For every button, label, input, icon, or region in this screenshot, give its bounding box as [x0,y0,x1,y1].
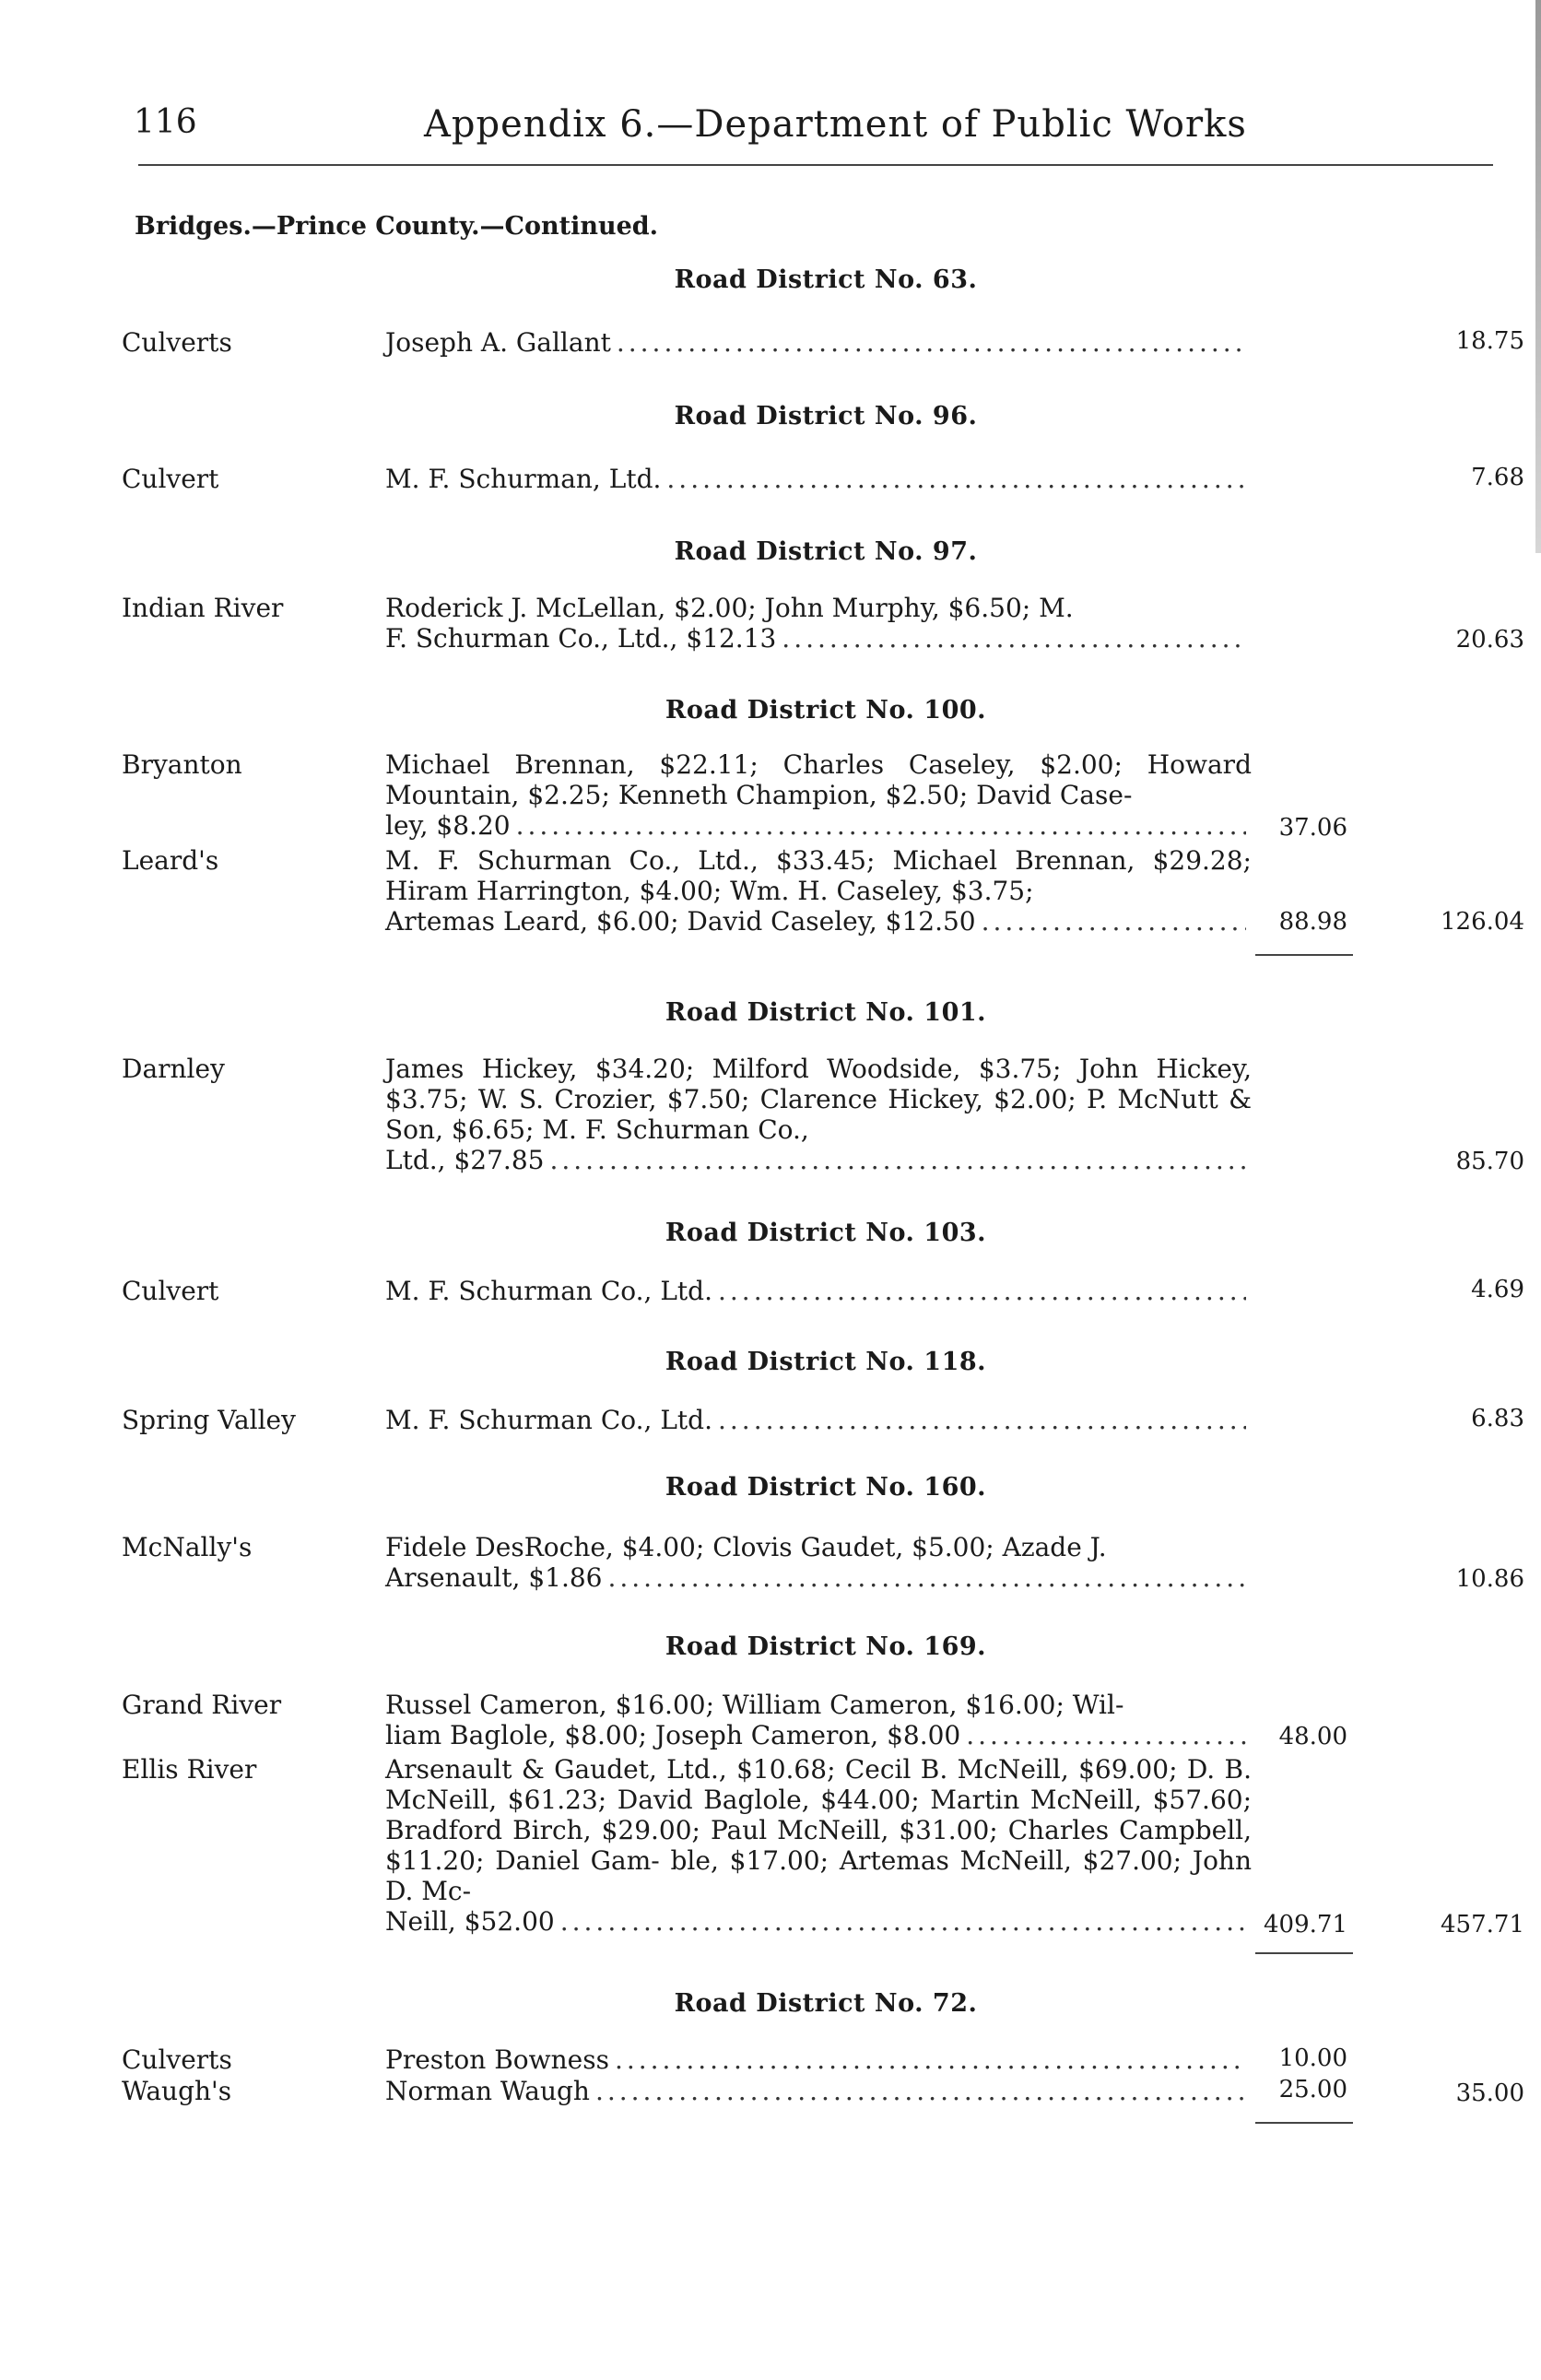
running-title: Appendix 6.—Department of Public Works [424,103,1247,146]
entry-text: Joseph A. Gallant [385,327,611,358]
entry-location: Bryanton [122,749,242,780]
leader-dots [982,906,1246,937]
entry-text-lead: M. F. Schurman Co., Ltd., $33.45; Michael Brennan, $29.28; Hiram Harrington, $4.00; Wm. H. Caseley, $3.75; [385,845,1252,906]
entry-description [385,1690,1252,1750]
page-number: 116 [134,103,197,141]
entry-total: 126.04 [1441,908,1524,936]
entry-description [385,327,1252,358]
entry-location: Culvert [122,1276,219,1306]
entry-description [385,1405,1252,1435]
entry-location: Culverts [122,2044,232,2075]
entry-text: M. F. Schurman Co., Ltd. [385,1276,712,1306]
entry-location: Darnley [122,1054,225,1084]
entry-location: Spring Valley [122,1405,296,1435]
entry-location: Culverts [122,327,232,358]
district-heading: Road District No. 160. [665,1473,987,1502]
entry-location: Culvert [122,464,219,494]
entry-text: F. Schurman Co., Ltd., $12.13 [385,623,777,654]
entry-text-lead: Fidele DesRoche, $4.00; Clovis Gaudet, $5.00; Azade J. [385,1532,1107,1562]
leader-dots [718,1276,1246,1306]
entry-total: 85.70 [1455,1148,1524,1175]
leader-dots [560,1906,1246,1937]
district-heading: Road District No. 100. [665,696,987,725]
entry-text-lead: Roderick J. McLellan, $2.00; John Murphy, $6.50; M. [385,593,1074,623]
entry-total: 457.71 [1441,1911,1524,1938]
entry-description [385,593,1252,654]
subtotal-rule [1255,1952,1353,1954]
entry-text: Neill, $52.00 [385,1906,555,1937]
entry-total: 20.63 [1455,626,1524,654]
district-heading: Road District No. 118. [665,1348,987,1376]
district-heading: Road District No. 96. [674,402,978,430]
leader-dots [966,1720,1246,1750]
entry-total: 7.68 [1471,464,1524,491]
entry-text: liam Baglole, $8.00; Joseph Cameron, $8.00 [385,1720,961,1750]
entry-subtotal: 409.71 [1264,1911,1347,1938]
entry-subtotal: 88.98 [1278,908,1347,936]
district-heading: Road District No. 97. [674,537,978,566]
entry-text: Norman Waugh [385,2076,590,2106]
entry-description [385,1276,1252,1306]
entry-text-lead: Michael Brennan, $22.11; Charles Caseley, $2.00; Howard Mountain, $2.25; Kenneth Champion, $2.50; David Case- [385,749,1252,810]
section-title: Bridges.—Prince County.—Continued. [135,212,659,241]
entry-text-lead: Arsenault & Gaudet, Ltd., $10.68; Cecil B. McNeill, $69.00; D. B. McNeill, $61.23; David Baglole, $44.00; Martin McNeill, $57.60; Bradford Birch, $29.00; Paul McNeill, $31.00; Charles Campbell, $11.20; Daniel Gam- ble, $17.00; Artemas McNeill, $27.00; John D. Mc- [385,1754,1252,1906]
subtotal-rule [1255,2122,1353,2124]
entry-description [385,749,1252,841]
entry-subtotal: 37.06 [1278,814,1347,842]
entry-total: 6.83 [1471,1405,1524,1432]
district-heading: Road District No. 72. [674,1989,978,2018]
leader-dots [782,623,1246,654]
entry-text: Artemas Leard, $6.00; David Caseley, $12.50 [385,906,976,937]
entry-location: Grand River [122,1690,282,1720]
entry-subtotal: 48.00 [1278,1723,1347,1750]
entry-location: Leard's [122,845,219,876]
leader-dots [666,464,1246,494]
leader-dots [617,327,1246,358]
district-heading: Road District No. 63. [674,265,978,294]
entry-total: 10.86 [1455,1565,1524,1593]
page-header [129,103,1512,159]
leader-dots [595,2076,1246,2106]
entry-description [385,2044,1252,2075]
entry-location: Indian River [122,593,284,623]
entry-text: Arsenault, $1.86 [385,1562,603,1593]
entry-description [385,1754,1252,1937]
entry-description [385,845,1252,937]
entry-text-lead: Russel Cameron, $16.00; William Cameron, $16.00; Wil- [385,1690,1124,1720]
entry-description [385,2076,1252,2106]
entry-description [385,1532,1252,1593]
entry-description [385,1054,1252,1175]
leader-dots [516,810,1246,841]
entry-text: M. F. Schurman Co., Ltd. [385,1405,712,1435]
subtotal-rule [1255,954,1353,956]
entry-text: ley, $8.20 [385,810,511,841]
entry-description [385,464,1252,494]
leader-dots [615,2044,1246,2075]
entry-text: Preston Bowness [385,2044,609,2075]
entry-total: 35.00 [1455,2080,1524,2107]
entry-subtotal: 25.00 [1278,2076,1347,2103]
header-rule [138,164,1493,166]
entry-total: 4.69 [1471,1276,1524,1303]
entry-text: Ltd., $27.85 [385,1145,545,1175]
district-heading: Road District No. 101. [665,998,987,1027]
entry-location: McNally's [122,1532,253,1562]
entry-location: Waugh's [122,2076,232,2106]
district-heading: Road District No. 169. [665,1632,987,1661]
entry-text-lead: James Hickey, $34.20; Milford Woodside, $3.75; John Hickey, $3.75; W. S. Crozier, $7.50; Clarence Hickey, $2.00; P. McNutt & Son, $6.65; M. F. Schurman Co., [385,1054,1252,1145]
entry-text: M. F. Schurman, Ltd. [385,464,662,494]
entry-subtotal: 10.00 [1278,2044,1347,2072]
entry-total: 18.75 [1455,327,1524,355]
entry-location: Ellis River [122,1754,257,1785]
leader-dots [549,1145,1246,1175]
leader-dots [607,1562,1246,1593]
leader-dots [718,1405,1246,1435]
district-heading: Road District No. 103. [665,1219,987,1247]
